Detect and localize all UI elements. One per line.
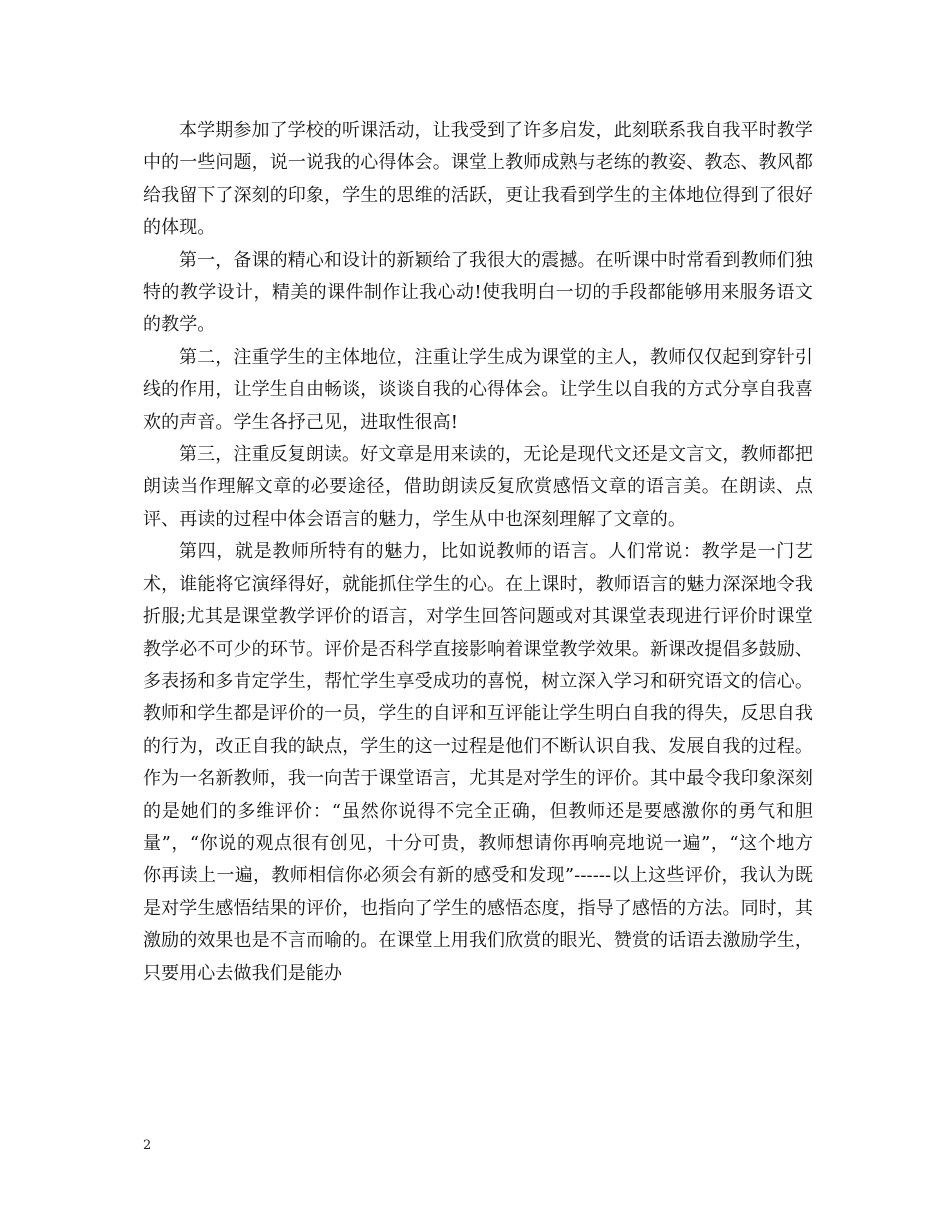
paragraph-intro: 本学期参加了学校的听课活动，让我受到了许多启发，此刻联系我自我平时教学中的一些问题，说一说我的心得体会。课堂上教师成熟与老练的教姿、教态、教风都给我留下了深刻的印象，学生的思维的活跃，更让我看到学生的主体地位得到了很好的体现。 xyxy=(143,120,813,239)
paragraph-fourth-point: 第四，就是教师所特有的魅力，比如说教师的语言。人们常说：教学是一门艺术，谁能将它演绎得好，就能抓住学生的心。在上课时，教师语言的魅力深深地令我折服;尤其是课堂教学评价的语言，对学生回答问题或对其课堂表现进行评价时课堂教学必不可少的环节。评价是否科学直接影响着课堂教学效果。新课改提倡多鼓励、多表扬和多肯定学生，帮忙学生享受成功的喜悦，树立深入学习和研究语文的信心。教师和学生都是评价的一员，学生的自评和互评能让学生明白自我的得失，反思自我的行为，改正自我的缺点，学生的这一过程是他们不断认识自我、发展自我的过程。作为一名新教师，我一向苦于课堂语言，尤其是对学生的评价。其中最令我印象深刻的是她们的多维评价：“虽然你说得不完全正确，但教师还是要感激你的勇气和胆量”，“你说的观点很有创见，十分可贵，教师想请你再响亮地说一遍”，“这个地方你再读上一遍，教师相信你必须会有新的感受和发现”------以上这些评价，我认为既是对学生感悟结果的评价，也指向了学生的感悟态度，指导了感悟的方法。同时，其激励的效果也是不言而喻的。在课堂上用我们欣赏的眼光、赞赏的话语去激励学生，只要用心去做我们是能办 xyxy=(143,541,813,984)
body-text xyxy=(143,115,813,990)
paragraph-second-point: 第二，注重学生的主体地位，注重让学生成为课堂的主人，教师仅仅起到穿针引线的作用，让学生自由畅谈，谈谈自我的心得体会。让学生以自我的方式分享自我喜欢的声音。学生各抒己见，进取性很高! xyxy=(143,346,813,433)
paragraph-first-point: 第一，备课的精心和设计的新颖给了我很大的震撼。在听课中时常看到教师们独特的教学设计，精美的课件制作让我心动!使我明白一切的手段都能够用来服务语文的教学。 xyxy=(143,249,813,336)
page-number: 2 xyxy=(143,1138,152,1153)
paragraph-third-point: 第三，注重反复朗读。好文章是用来读的，无论是现代文还是文言文，教师都把朗读当作理解文章的必要途径，借助朗读反复欣赏感悟文章的语言美。在朗读、点评、再读的过程中体会语言的魅力，学生从中也深刻理解了文章的。 xyxy=(143,444,813,530)
